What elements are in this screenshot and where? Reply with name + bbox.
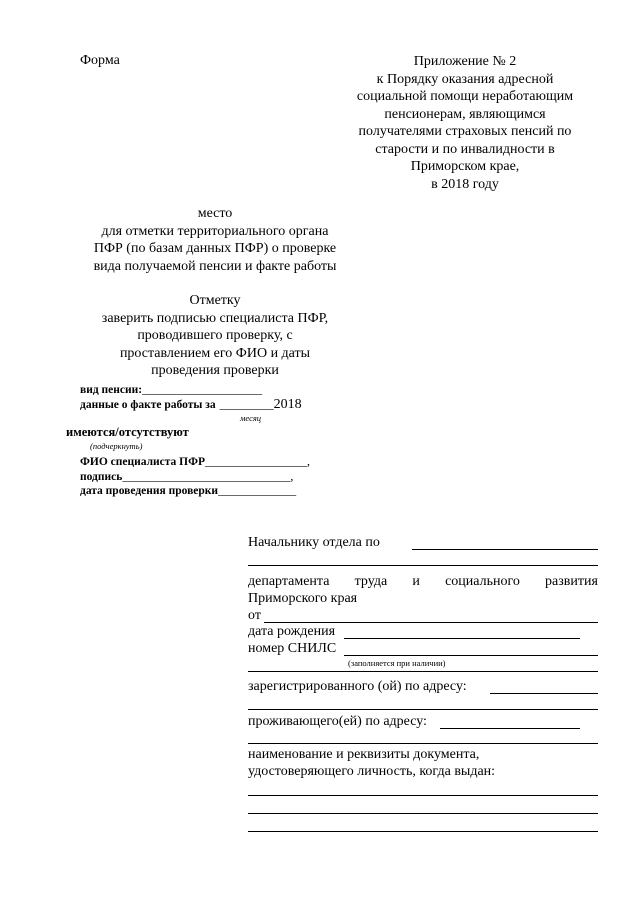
snils-line[interactable]	[344, 655, 598, 656]
from-line[interactable]	[264, 622, 598, 623]
dept-word: труда	[354, 574, 388, 589]
birth-date-label: дата рождения	[248, 624, 336, 639]
signature-blank: ____________________________	[122, 469, 291, 483]
dept-word: департамента	[248, 574, 330, 589]
appendix-line: получателями страховых пенсий по	[358, 124, 572, 139]
registered-address-label: зарегистрированного (ой) по адресу:	[248, 679, 467, 694]
place-line: вида получаемой пенсии и факте работы	[93, 258, 337, 274]
appendix-line: социальной помощи неработающим	[356, 89, 574, 104]
month-hint: месяц	[240, 413, 262, 423]
exists-absent-label: имеются/отсутствуют	[66, 425, 189, 439]
underline-hint: (подчеркнуть)	[90, 441, 143, 451]
work-data-blank: _________	[219, 397, 274, 411]
pension-type-blank: ____________________	[142, 382, 263, 396]
mark-line: проведения проверки	[151, 363, 279, 378]
dept-word: развития	[545, 574, 598, 589]
place-line: место	[197, 206, 233, 221]
specialist-label: ФИО специалиста ПФР	[80, 456, 206, 468]
appendix-line: в 2018 году	[431, 176, 499, 192]
snils-hint: (заполняется при наличии)	[348, 658, 446, 668]
dept-word: социального	[445, 574, 520, 589]
appendix-line: к Порядку оказания адресной	[376, 71, 554, 87]
signature-label: подпись	[80, 471, 123, 483]
work-data-label: данные о факте работы за	[80, 399, 216, 411]
comma: ,	[307, 454, 311, 468]
id-document-line[interactable]	[248, 813, 598, 814]
check-date-blank: _____________	[218, 483, 297, 497]
place-line: ПФР (по базам данных ПФР) о проверке	[93, 241, 337, 256]
work-data-field[interactable]	[80, 395, 302, 413]
registered-address-line-2[interactable]	[248, 709, 598, 710]
appendix-line: Приморском крае,	[410, 159, 520, 174]
appendix-line: Приложение № 2	[413, 54, 517, 69]
dept-word: и	[412, 574, 420, 589]
pfr-mark-place	[70, 205, 360, 275]
id-document-line[interactable]	[248, 795, 598, 796]
mark-line: заверить подписью специалиста ПФР,	[101, 310, 329, 326]
dept-name-line[interactable]	[248, 565, 598, 566]
head-of-dept-line[interactable]	[412, 549, 598, 550]
mark-line: Отметку	[189, 293, 241, 308]
residing-address-label: проживающего(ей) по адресу:	[248, 714, 427, 729]
pension-type-label: вид пенсии:	[80, 384, 143, 396]
check-date-field[interactable]	[80, 481, 296, 499]
form-label: Форма	[80, 53, 120, 68]
place-line: для отметки территориального органа	[101, 223, 329, 239]
id-document-label-2: удостоверяющего личность, когда выдан:	[248, 764, 496, 779]
appendix-line: пенсионерам, являющимся	[384, 106, 546, 122]
snils-label: номер СНИЛС	[248, 641, 337, 656]
residing-address-line-2[interactable]	[248, 743, 598, 744]
department-line	[248, 574, 598, 590]
work-year: 2018	[273, 397, 302, 412]
head-of-dept-label: Начальнику отдела по	[248, 535, 380, 550]
registered-address-line[interactable]	[490, 693, 598, 694]
comma: ,	[290, 469, 294, 483]
check-date-label: дата проведения проверки	[80, 485, 219, 497]
region-label: Приморского края	[248, 591, 358, 606]
birth-date-line[interactable]	[344, 638, 580, 639]
appendix-header	[330, 53, 600, 193]
mark-line: проводившего проверку, с	[137, 328, 293, 343]
specialist-blank: _________________	[205, 454, 308, 468]
id-document-line[interactable]	[248, 831, 598, 832]
mark-line: проставлением его ФИО и даты	[119, 345, 311, 361]
certify-instruction	[70, 292, 360, 380]
extra-line[interactable]	[248, 671, 598, 672]
residing-address-line[interactable]	[440, 728, 580, 729]
from-label: от	[248, 608, 261, 623]
appendix-line: старости и по инвалидности в	[375, 141, 555, 157]
id-document-label-1: наименование и реквизиты документа,	[248, 747, 480, 762]
